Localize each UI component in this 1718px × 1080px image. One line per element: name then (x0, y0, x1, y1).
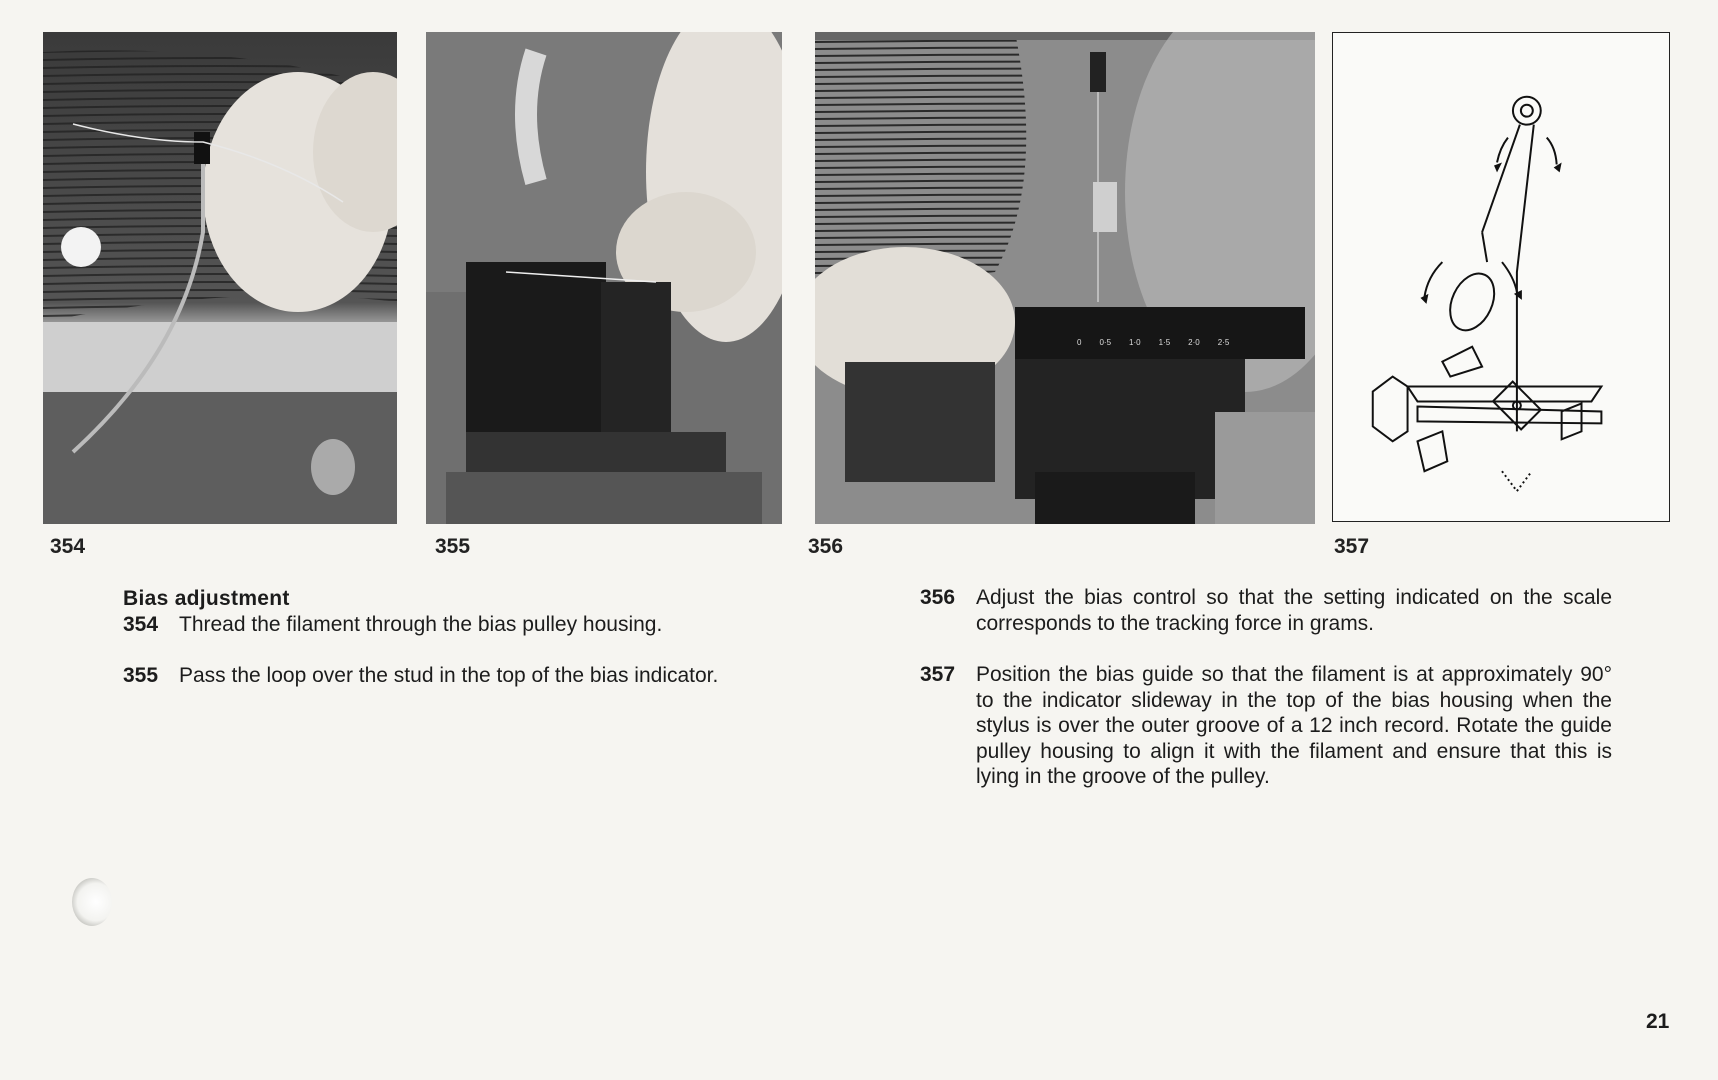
figure-number-354: 354 (50, 535, 86, 558)
step-text: Thread the filament through the bias pulley housing. (179, 613, 663, 636)
scale-tick-label: 2·0 (1188, 338, 1200, 347)
instruction-step (123, 612, 843, 638)
figure-355-photo (426, 32, 782, 524)
figure-number-355: 355 (435, 535, 471, 558)
figure-356-photo (815, 32, 1315, 524)
figure-357-diagram (1332, 32, 1670, 522)
binder-punch-hole (72, 878, 112, 926)
step-text: Position the bias guide so that the filament is at approximately 90° to the indicator slideway in the top of the bias housing when the stylus is over the outer groove of a 12 inch record. Rotate the guide pulley housing to align it with the filament and ensure that this is lying in the groove of the pulley. (976, 663, 1612, 788)
scale-tick-label: 1·0 (1129, 338, 1141, 347)
bias-scale-ticks (1077, 338, 1229, 347)
instruction-step (123, 663, 843, 689)
figure-354-photo (43, 32, 397, 524)
scale-tick-label: 1·5 (1158, 338, 1171, 347)
figure-number-357: 357 (1334, 535, 1370, 558)
step-number: 356 (920, 586, 956, 609)
instruction-step (920, 585, 1612, 636)
step-number: 355 (123, 664, 159, 687)
page-number: 21 (1646, 1010, 1670, 1033)
step-number: 357 (920, 663, 956, 686)
step-text: Pass the loop over the stud in the top of the bias indicator. (179, 664, 719, 687)
figure-number-356: 356 (808, 535, 844, 558)
scale-tick-label: 0·5 (1099, 338, 1112, 347)
section-heading: Bias adjustment (123, 587, 290, 610)
instruction-step (920, 662, 1612, 790)
step-text: Adjust the bias control so that the setting indicated on the scale corresponds to the tracking force in grams. (976, 586, 1612, 635)
scale-tick-label: 0 (1077, 338, 1082, 347)
scale-tick-label: 2·5 (1217, 338, 1230, 347)
step-number: 354 (123, 613, 159, 636)
